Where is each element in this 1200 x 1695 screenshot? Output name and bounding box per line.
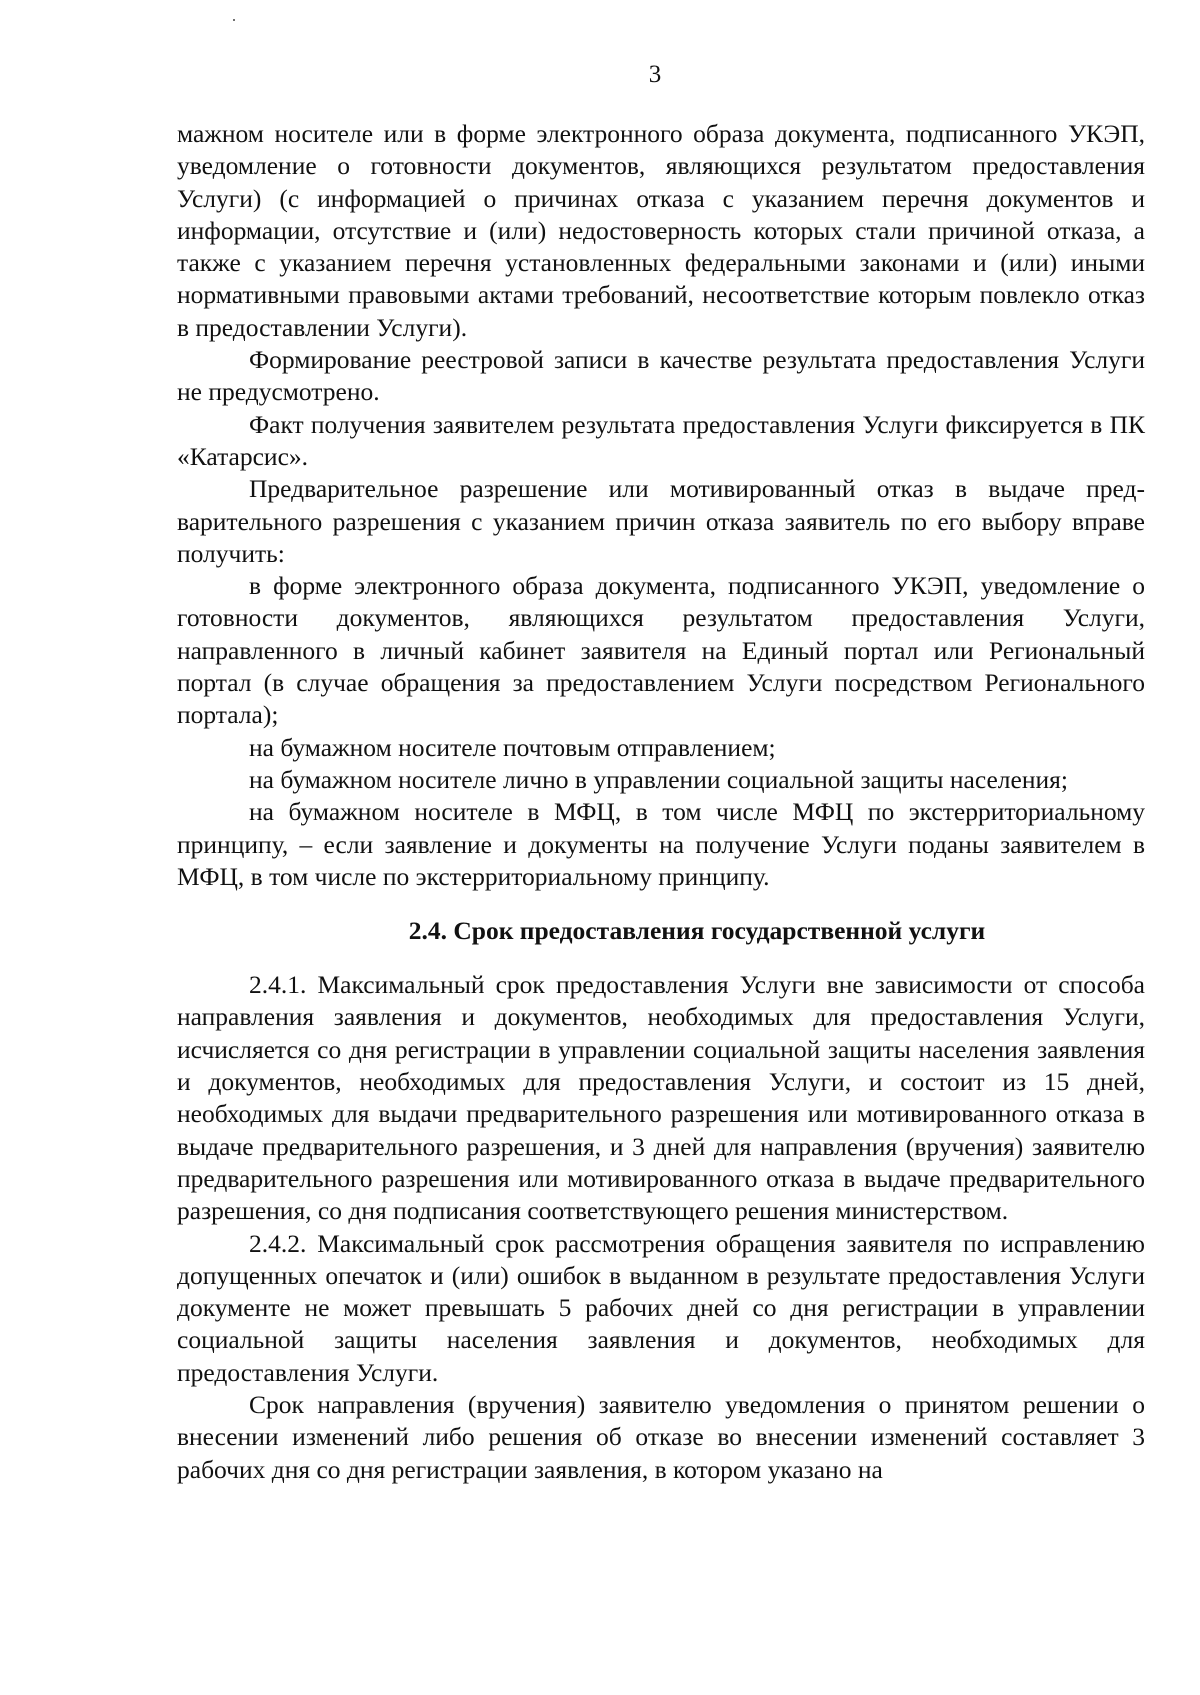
section-heading: 2.4. Срок предоставления государственной услуги	[408, 916, 986, 946]
document-body	[177, 118, 1145, 1486]
paragraph: 2.4.1. Максимальный срок предоставления Услуги вне зависимости от способа направления заявления и документов, необходимых для предоставления Услуги, исчисляется со дня регистрации в управлении социальной защиты населения заявления и документов, необходимых для предоставления Услуги, и состоит из 15 дней, необходимых для выдачи предварительного разрешения или мотивированного отказа в выдаче предварительного разрешения, и 3 дней для направления (вручения) заявителю предварительного разрешения или мотивированного отказа в выдаче предварительного разрешения, со дня подписания соответствующего решения министерством.	[177, 970, 1145, 1226]
paragraph: Факт получения заявителем результата предоставления Услуги фиксируется в ПК «Катарсис».	[177, 409, 1145, 471]
page-number: 3	[648, 61, 662, 88]
scan-speck	[233, 19, 235, 21]
list-paragraph: на бумажном носителе в МФЦ, в том числе МФЦ по экстерриториальному принципу, – если заявление и документы на получение Услуги поданы заявителем в МФЦ, в том числе по экстерриториальному принципу.	[177, 797, 1145, 891]
spacer	[177, 893, 1145, 915]
spacer	[177, 947, 1145, 969]
paragraph: 2.4.2. Максимальный срок рассмотрения обращения заявителя по исправлению допущенных опечаток и (или) ошибок в выданном в результате предоставления Услуги документе не может превышать 5 рабочих дней со дня регистрации в управлении социальной защиты населения заявления и документов, необходимых для предоставления Услуги.	[177, 1228, 1145, 1387]
list-paragraph: в форме электронного образа документа, подписанного УКЭП, уведомление о готовности документов, являющихся результатом предоставления Услуги, направленного в личный кабинет заявителя на Единый портал или Региональный портал (в случае обращения за предоставлением Услуги посредством Регионального портала);	[177, 571, 1145, 730]
paragraph: Предварительное разрешение или мотивированный отказ в выдаче предварительного разрешения с указанием причин отказа заявитель по его выбору вправе получить:	[177, 474, 1145, 568]
paragraph: Срок направления (вручения) заявителю уведомления о принятом решении о внесении изменений либо решения об отказе во внесении изменений составляет 3 рабочих дня со дня регистрации заявления, в котором указано на	[177, 1389, 1145, 1484]
paragraph: мажном носителе или в форме электронного образа документа, подписанного УКЭП, уведомление о готовности документов, являющихся результатом предоставления Услуги) (с информацией о причинах отказа с указанием перечня документов и информации, отсутствие и (или) недостоверность которых стали причиной отказа, а также с указанием перечня установленных федеральными законами и (или) иными нормативными правовыми актами требований, несоответствие которым повлекло отказ в предоставлении Услуги).	[177, 119, 1145, 342]
list-paragraph: на бумажном носителе почтовым отправлением;	[249, 732, 776, 762]
list-paragraph: на бумажном носителе лично в управлении социальной защиты населения;	[249, 764, 1068, 794]
paragraph: Формирование реестровой записи в качестве результата предоставления Услуги не предусмотрено.	[177, 345, 1145, 407]
